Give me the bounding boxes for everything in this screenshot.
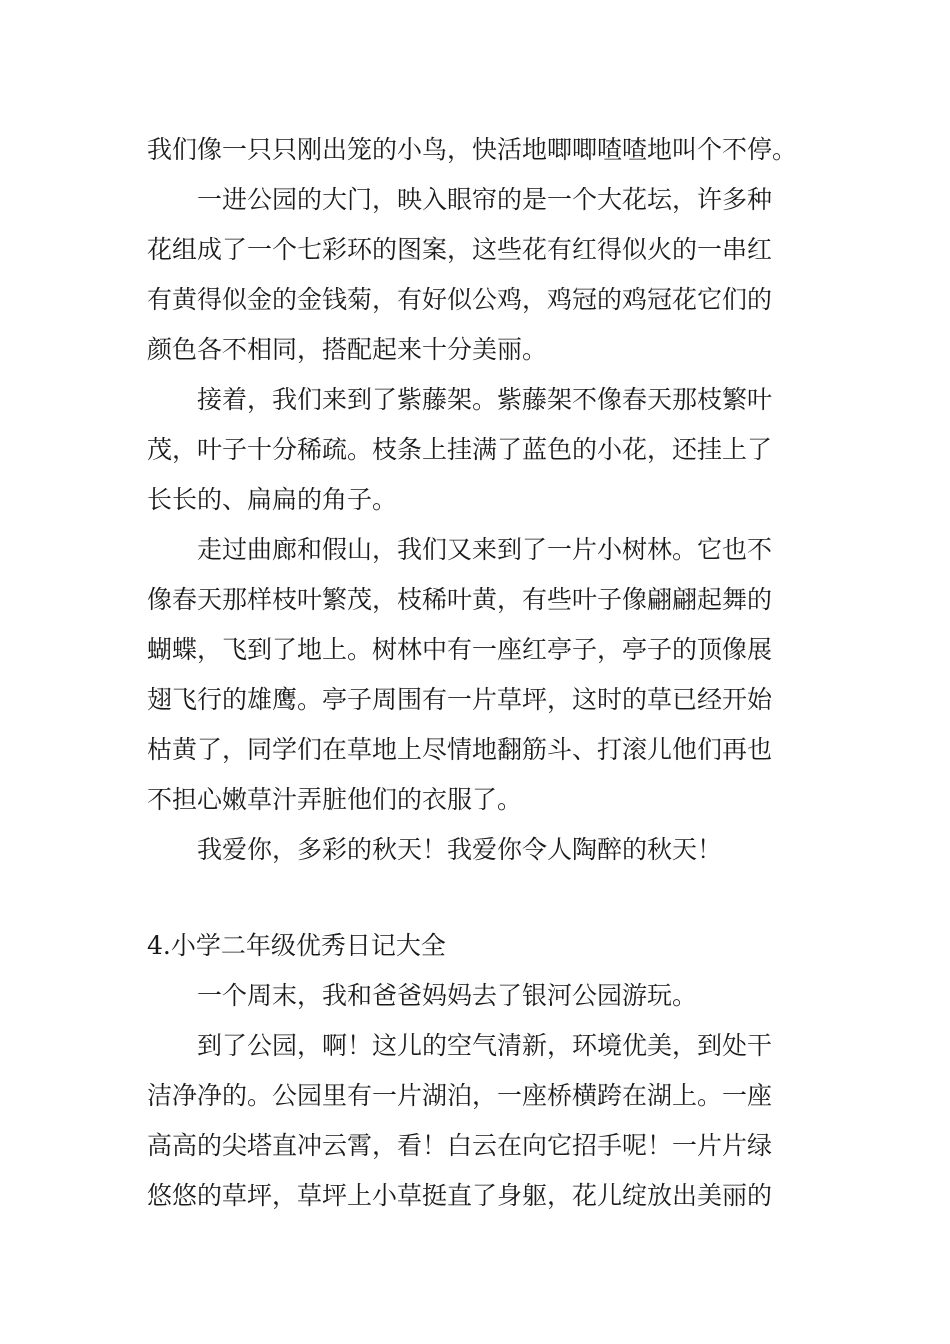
text-line: 枯黄了，同学们在草地上尽情地翻筋斗、打滚儿他们再也	[147, 735, 773, 764]
text-line: 一进公园的大门，映入眼帘的是一个大花坛，许多种	[197, 185, 773, 214]
text-line: 我们像一只只刚出笼的小鸟，快活地唧唧喳喳地叫个不停。	[147, 135, 798, 164]
text-line: 一个周末，我和爸爸妈妈去了银河公园游玩。	[197, 981, 698, 1010]
text-line: 接着，我们来到了紫藤架。紫藤架不像春天那枝繁叶	[197, 385, 773, 414]
text-line: 像春天那样枝叶繁茂，枝稀叶黄，有些叶子像翩翩起舞的	[147, 585, 773, 614]
text-line: 悠悠的草坪，草坪上小草挺直了身躯，花儿绽放出美丽的	[147, 1181, 773, 1210]
text-line: 翅飞行的雄鹰。亭子周围有一片草坪，这时的草已经开始	[147, 685, 773, 714]
text-line: 颜色各不相同，搭配起来十分美丽。	[147, 335, 548, 364]
text-line: 洁净净的。公园里有一片湖泊，一座桥横跨在湖上。一座	[147, 1081, 773, 1110]
text-line: 走过曲廊和假山，我们又来到了一片小树林。它也不	[197, 535, 773, 564]
text-line: 蝴蝶，飞到了地上。树林中有一座红亭子，亭子的顶像展	[147, 635, 773, 664]
text-line: 我爱你，多彩的秋天！我爱你令人陶醉的秋天！	[197, 835, 723, 864]
section-heading: 4.小学二年级优秀日记大全	[147, 931, 446, 960]
text-line: 有黄得似金的金钱菊，有好似公鸡，鸡冠的鸡冠花它们的	[147, 285, 773, 314]
text-line: 花组成了一个七彩环的图案，这些花有红得似火的一串红	[147, 235, 773, 264]
text-line: 高高的尖塔直冲云霄，看！白云在向它招手呢！一片片绿	[147, 1131, 773, 1160]
text-line: 到了公园，啊！这儿的空气清新，环境优美，到处干	[197, 1031, 773, 1060]
text-line: 不担心嫩草汁弄脏他们的衣服了。	[147, 785, 523, 814]
text-line: 茂，叶子十分稀疏。枝条上挂满了蓝色的小花，还挂上了	[147, 435, 773, 464]
text-line: 长长的、扁扁的角子。	[147, 485, 398, 514]
